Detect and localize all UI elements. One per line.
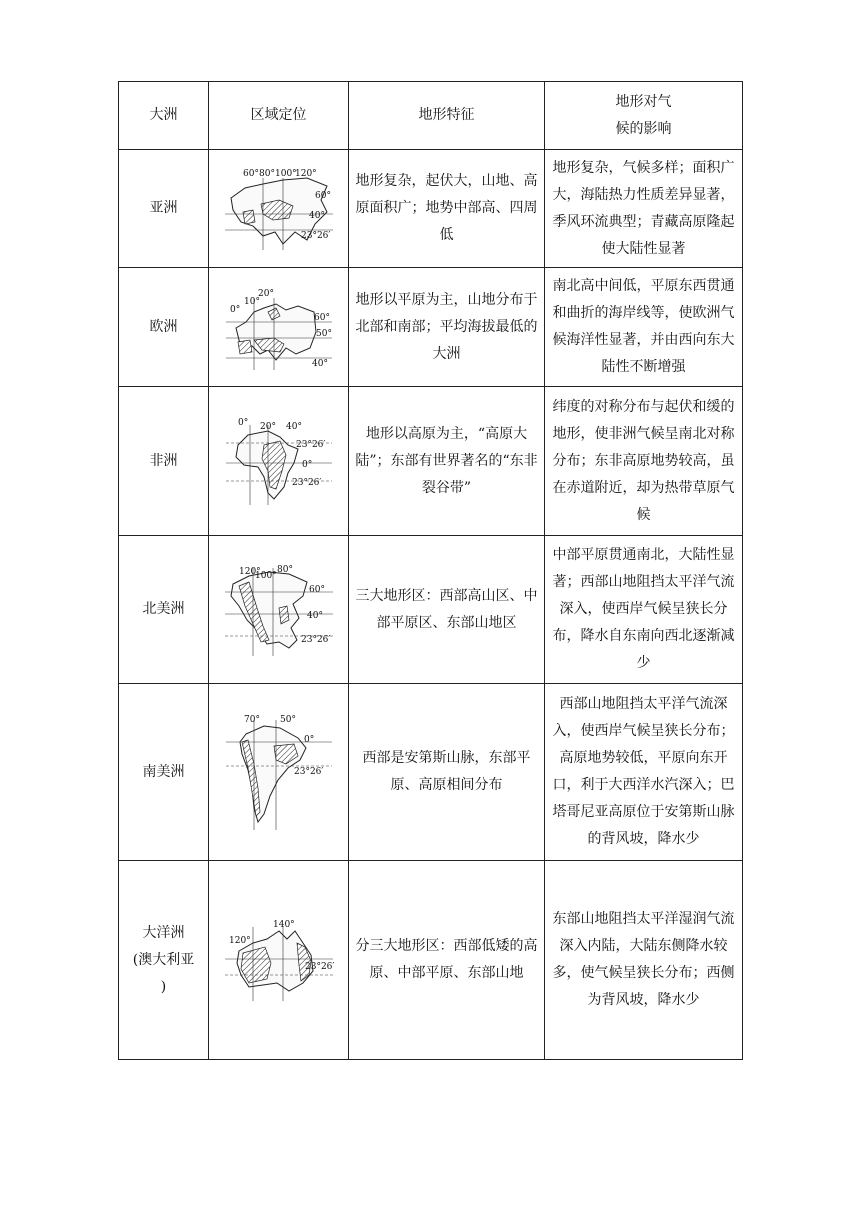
region-map-cell	[209, 861, 349, 1060]
continent-name: 大洋洲 (澳大利亚 )	[119, 861, 209, 1060]
map-label: 40°	[285, 422, 302, 432]
terrain-text: 西部是安第斯山脉，东部平原、高原相间分布	[349, 684, 545, 861]
table-row	[119, 684, 743, 861]
europe-map	[224, 282, 334, 372]
map-label: 23°26′	[295, 440, 325, 450]
header-continent: 大洲	[119, 82, 209, 150]
map-label: 23°26′	[293, 767, 323, 777]
region-map-cell	[209, 387, 349, 536]
map-label: 0°	[229, 305, 240, 315]
north-america-map	[223, 562, 335, 658]
table-row	[119, 536, 743, 684]
region-map-cell	[209, 536, 349, 684]
climate-text: 地形复杂，气候多样；面积广大，海陆热力性质差异显著，季风环流典型；青藏高原隆起使大陆性显著	[545, 150, 743, 268]
map-label: 23°26′	[300, 634, 330, 645]
table-row	[119, 861, 743, 1060]
terrain-text: 地形以高原为主，“高原大陆”；东部有世界著名的“东非裂谷带”	[349, 387, 545, 536]
map-label: 60°	[314, 190, 331, 201]
header-climate-effect: 地形对气 候的影响	[545, 82, 743, 150]
continent-name: 非洲	[119, 387, 209, 536]
continent-name: 北美洲	[119, 536, 209, 684]
africa-map	[224, 415, 334, 507]
table-row	[119, 387, 743, 536]
header-location: 区域定位	[209, 82, 349, 150]
header-terrain: 地形特征	[349, 82, 545, 150]
australia-map	[223, 917, 335, 1003]
asia-map	[223, 166, 335, 252]
map-label: 60°	[308, 584, 325, 595]
map-label: 100°	[274, 168, 297, 179]
map-label: 40°	[311, 359, 328, 369]
table-header-row	[119, 82, 743, 150]
map-label: 40°	[306, 610, 323, 621]
continent-name: 亚洲	[119, 150, 209, 268]
continent-table	[118, 81, 743, 1060]
map-label: 140°	[272, 920, 295, 930]
map-label: 23°26′	[304, 962, 334, 972]
climate-text: 东部山地阻挡太平洋湿润气流深入内陆，大陆东侧降水较多，使气候呈狭长分布；西侧为背风坡，降水少	[545, 861, 743, 1060]
map-label: 120°	[228, 936, 251, 946]
map-label: 120°	[294, 168, 317, 179]
continent-name: 欧洲	[119, 268, 209, 387]
map-label: 40°	[308, 210, 325, 221]
table-row	[119, 268, 743, 387]
terrain-text: 地形复杂，起伏大，山地、高原面积广；地势中部高、四周低	[349, 150, 545, 268]
map-label: 0°	[237, 418, 248, 428]
map-label: 20°	[259, 422, 276, 432]
region-map-cell	[209, 150, 349, 268]
region-map-cell	[209, 684, 349, 861]
map-label: 23°26′	[291, 478, 321, 488]
map-label: 50°	[315, 329, 332, 339]
map-label: 23°26′	[300, 230, 330, 241]
map-label: 0°	[301, 460, 312, 470]
terrain-text: 三大地形区：西部高山区、中部平原区、东部山地区	[349, 536, 545, 684]
map-label: 80°	[276, 564, 293, 575]
climate-text: 中部平原贯通南北，大陆性显著；西部山地阻挡太平洋气流深入，使西岸气候呈狭长分布，降水自东南向西北逐渐减少	[545, 536, 743, 684]
south-america-map	[224, 712, 334, 832]
map-label: 20°	[257, 289, 274, 299]
terrain-text: 地形以平原为主，山地分布于北部和南部；平均海拔最低的大洲	[349, 268, 545, 387]
map-label: 120°	[238, 566, 261, 577]
asia-west-highland	[243, 210, 255, 224]
terrain-text: 分三大地形区：西部低矮的高原、中部平原、东部山地	[349, 861, 545, 1060]
map-label: 50°	[279, 715, 296, 725]
map-label: 10°	[243, 297, 260, 307]
map-label: 60°	[313, 313, 330, 323]
table-row	[119, 150, 743, 268]
north-america-outline	[231, 572, 307, 648]
climate-text: 纬度的对称分布与起伏和缓的地形，使非洲气候呈南北对称分布；东非高原地势较高，虽在赤道附近，却为热带草原气候	[545, 387, 743, 536]
europe-iberia	[238, 340, 252, 354]
map-label: 0°	[303, 735, 314, 745]
continent-name: 南美洲	[119, 684, 209, 861]
map-label: 70°	[243, 715, 260, 725]
map-label: 80°	[258, 168, 275, 179]
map-label: 100°	[254, 570, 277, 581]
region-map-cell	[209, 268, 349, 387]
climate-text: 南北高中间低，平原东西贯通和曲折的海岸线等，使欧洲气候海洋性显著，并由西向东大陆性不断增强	[545, 268, 743, 387]
climate-text: 西部山地阻挡太平洋气流深入，使西岸气候呈狭长分布；高原地势较低，平原向东开口，利于大西洋水汽深入；巴塔哥尼亚高原位于安第斯山脉的背风坡，降水少	[545, 684, 743, 861]
map-label: 60°	[242, 168, 259, 179]
